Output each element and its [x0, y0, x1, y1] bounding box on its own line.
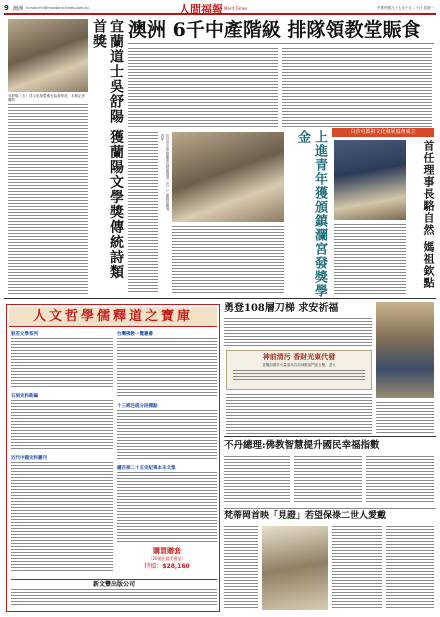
- ad-left-heading-3: 近代中國史料叢刊: [11, 456, 47, 461]
- chairman-photo: [334, 140, 406, 220]
- vatican-body-c: [386, 526, 434, 610]
- ad-publisher: [11, 579, 217, 609]
- slogan-box: [226, 350, 372, 390]
- ad-promo-title: 購買贈套: [153, 547, 181, 555]
- left-story-title: 宜蘭道士吳舒陽 獲蘭陽文學獎傳統詩類首獎: [91, 19, 124, 280]
- slogan-body: [233, 370, 365, 382]
- page-header: [4, 2, 436, 15]
- right-story-banner: [332, 128, 434, 137]
- bhutan-headline: [224, 439, 436, 453]
- award-photo: [8, 19, 88, 92]
- mid-right-headline: [224, 302, 374, 316]
- ad-left-heading-2: 石刻史料新編: [11, 394, 38, 399]
- bhutan-body-b: [294, 456, 362, 504]
- bhutan-body-c: [366, 456, 434, 504]
- mid-right-divider: [224, 436, 436, 437]
- header-url[interactable]: e-mail:mh@mandarin.times.com.au: [26, 6, 89, 10]
- ad-left-heading-1: 般若文學系列: [11, 332, 38, 337]
- slogan-title: 神前清污 香財光東代發: [262, 352, 336, 361]
- ad-publisher-contact: [11, 589, 217, 607]
- top-headline-text: 澳洲 6千中產階級 排隊領教堂賑食: [128, 19, 421, 41]
- vatican-body-a: [224, 526, 258, 610]
- header-date: 中華民國九十七年十月二十日 星期一: [376, 6, 434, 10]
- ad-left-col: [11, 331, 113, 575]
- ad-left-block-2: [11, 400, 113, 450]
- ad-right-block-3: [117, 472, 217, 542]
- right-story-banner-text: 白沙屯媽祖文化發展協會成立: [350, 129, 416, 135]
- vatican-body-b: [332, 526, 382, 610]
- bhutan-headline-text: 不丹總理:佛教智慧提升國民幸福指數: [224, 440, 380, 451]
- ad-right-col: [117, 331, 217, 575]
- ad-right-heading-1: 台灣佛教一覽叢書: [117, 332, 153, 337]
- knife-ladder-photo: [376, 302, 434, 398]
- mid-right-body-2: [226, 394, 372, 434]
- book-ad: [6, 304, 220, 612]
- ad-title-bar: [9, 307, 217, 327]
- section-name: 澳洲: [13, 6, 24, 12]
- top-headline: [128, 18, 434, 44]
- ad-promo: [117, 547, 217, 575]
- newspaper-logo-en: Merit Times: [224, 6, 248, 11]
- bhutan-body-a: [224, 456, 290, 504]
- ad-left-block-3: [11, 462, 113, 572]
- award-photo-caption: 吳舒陽（右）得文化獎暨佛光協會獎項，本報記者攝影: [8, 94, 85, 102]
- ad-right-heading-2: 十三經注疏分段標點: [117, 404, 158, 409]
- vatican-photo: [262, 526, 328, 610]
- ad-right-block-2: [117, 410, 217, 460]
- page-number: 9: [4, 4, 9, 12]
- ad-price: $28,160: [162, 563, 190, 570]
- ad-publisher-name: 新文豐出版公司: [92, 581, 135, 588]
- vatican-headline: [224, 508, 436, 522]
- right-story-title: 首任理事長駱自然 媽祖欽點: [422, 140, 435, 289]
- top-story-body-a: [128, 48, 278, 128]
- ad-promo-sub: （20冊化精美禮品）: [148, 556, 186, 561]
- ad-right-heading-3: 續百部二十五史紀事本末文集: [117, 466, 176, 471]
- center-story-body-2: [172, 226, 284, 294]
- scholarship-photo: [172, 132, 284, 222]
- newspaper-logo: 人間福報: [179, 3, 223, 16]
- top-story-body-b: [282, 48, 432, 128]
- ad-price-line: [117, 562, 217, 571]
- ad-left-block-1: [11, 338, 113, 388]
- center-story-body: [128, 132, 158, 292]
- mid-right-headline-text: 勇登108層刀梯 求安祈福: [224, 303, 339, 314]
- right-story-body: [334, 224, 406, 294]
- ad-price-label: 特價：: [144, 563, 163, 570]
- mid-right-body: [224, 318, 372, 346]
- page-divider: [4, 298, 436, 299]
- left-story-body: [8, 104, 88, 294]
- center-story-title: 上進青年獲頒鎮瀾宮發獎學金: [295, 130, 327, 298]
- center-caption: 長沙宮小學校董事長獎頒發者（右二）頒獎給優秀青年: [161, 134, 170, 211]
- ad-title: 人文哲學儒釋道之寶庫: [32, 309, 193, 324]
- vatican-headline-text: 梵蒂岡首映「見證」若望保祿二世人愛戴: [224, 511, 387, 521]
- mid-right-body-3: [376, 402, 434, 434]
- ad-right-block-1: [117, 338, 217, 398]
- slogan-quote: 香爐前燒多大量蒸馬各前神殿前門前五壓，香火: [262, 363, 336, 367]
